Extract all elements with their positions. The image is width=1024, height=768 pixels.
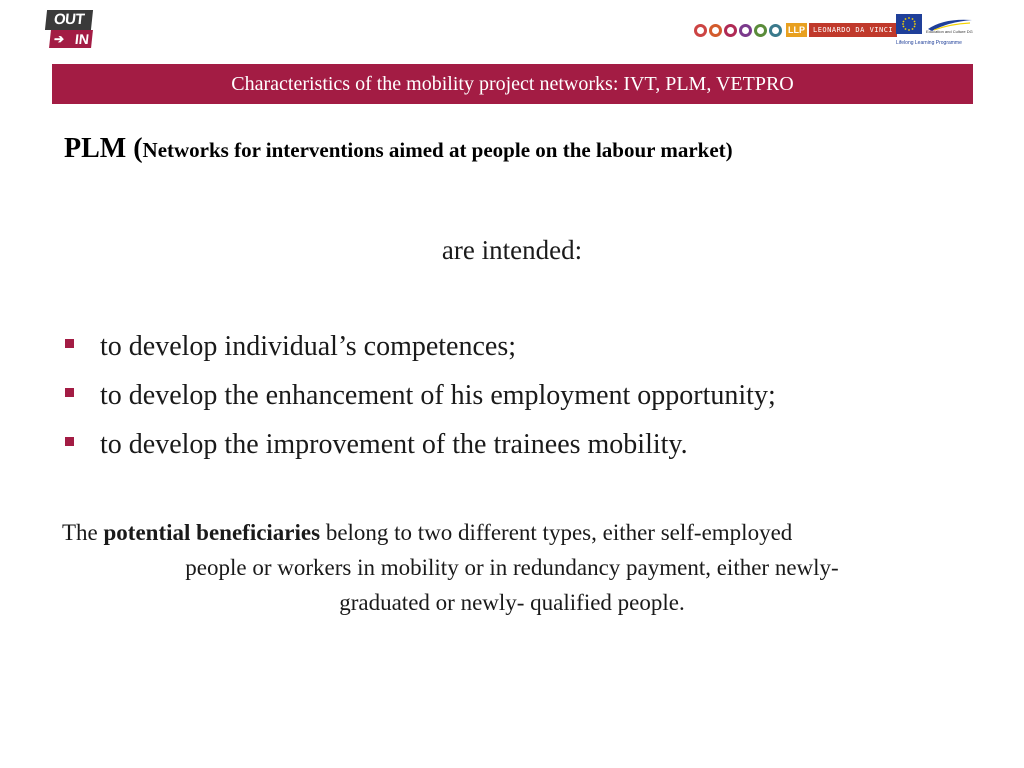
outin-logo-bottom-text: IN	[74, 31, 90, 47]
section-heading	[64, 133, 733, 165]
leonardo-da-vinci-logo	[694, 20, 897, 40]
beneficiaries-line-2: people or workers in mobility or in redundancy payment, either newly-	[185, 555, 839, 580]
beneficiaries-line-3: graduated or newly- qualified people.	[339, 590, 685, 615]
swirl-icon	[709, 24, 722, 37]
eu-programme-label: Lifelong Learning Programme	[896, 40, 962, 46]
list-item-text: to develop individual’s competences;	[100, 331, 517, 362]
swirl-icon	[769, 24, 782, 37]
slide-title-banner	[52, 64, 973, 104]
square-bullet-icon	[65, 437, 74, 446]
beneficiaries-bold: potential beneficiaries	[103, 520, 321, 545]
list-item	[62, 371, 776, 420]
list-item	[62, 420, 776, 469]
outin-logo-bottom	[49, 30, 93, 48]
slide-title: Characteristics of the mobility project networks: IVT, PLM, VETPRO	[231, 73, 794, 95]
heading-sub: Networks for interventions aimed at people on the labour market)	[142, 138, 733, 162]
list-item-text: to develop the enhancement of his employment opportunity;	[100, 380, 776, 411]
swirl-icon	[724, 24, 737, 37]
leonardo-name-badge: LEONARDO DA VINCI	[809, 23, 897, 37]
list-item-text: to develop the improvement of the trainees mobility.	[100, 429, 688, 460]
eu-lifelong-learning-logo	[896, 14, 978, 48]
swirl-icon	[739, 24, 752, 37]
swirl-icon	[694, 24, 707, 37]
outin-logo-top: OUT	[45, 10, 93, 30]
llp-badge: LLP	[788, 25, 805, 35]
arrow-right-icon: ➔	[53, 32, 65, 46]
intro-text: are intended:	[441, 235, 583, 265]
eu-dg-label: Education and Culture DG	[926, 29, 973, 34]
bullet-list	[62, 322, 776, 469]
eu-flag-icon	[896, 14, 922, 34]
beneficiaries-line-1-rest: belong to two different types, either self-employed	[320, 520, 793, 545]
square-bullet-icon	[65, 388, 74, 397]
beneficiaries-paragraph	[62, 515, 962, 620]
swirl-icon	[754, 24, 767, 37]
outin-logo	[46, 10, 92, 48]
beneficiaries-line-1	[62, 515, 962, 550]
list-item	[62, 322, 776, 371]
square-bullet-icon	[65, 339, 74, 348]
beneficiaries-prefix: The	[62, 520, 104, 545]
heading-main: PLM (	[64, 133, 143, 164]
